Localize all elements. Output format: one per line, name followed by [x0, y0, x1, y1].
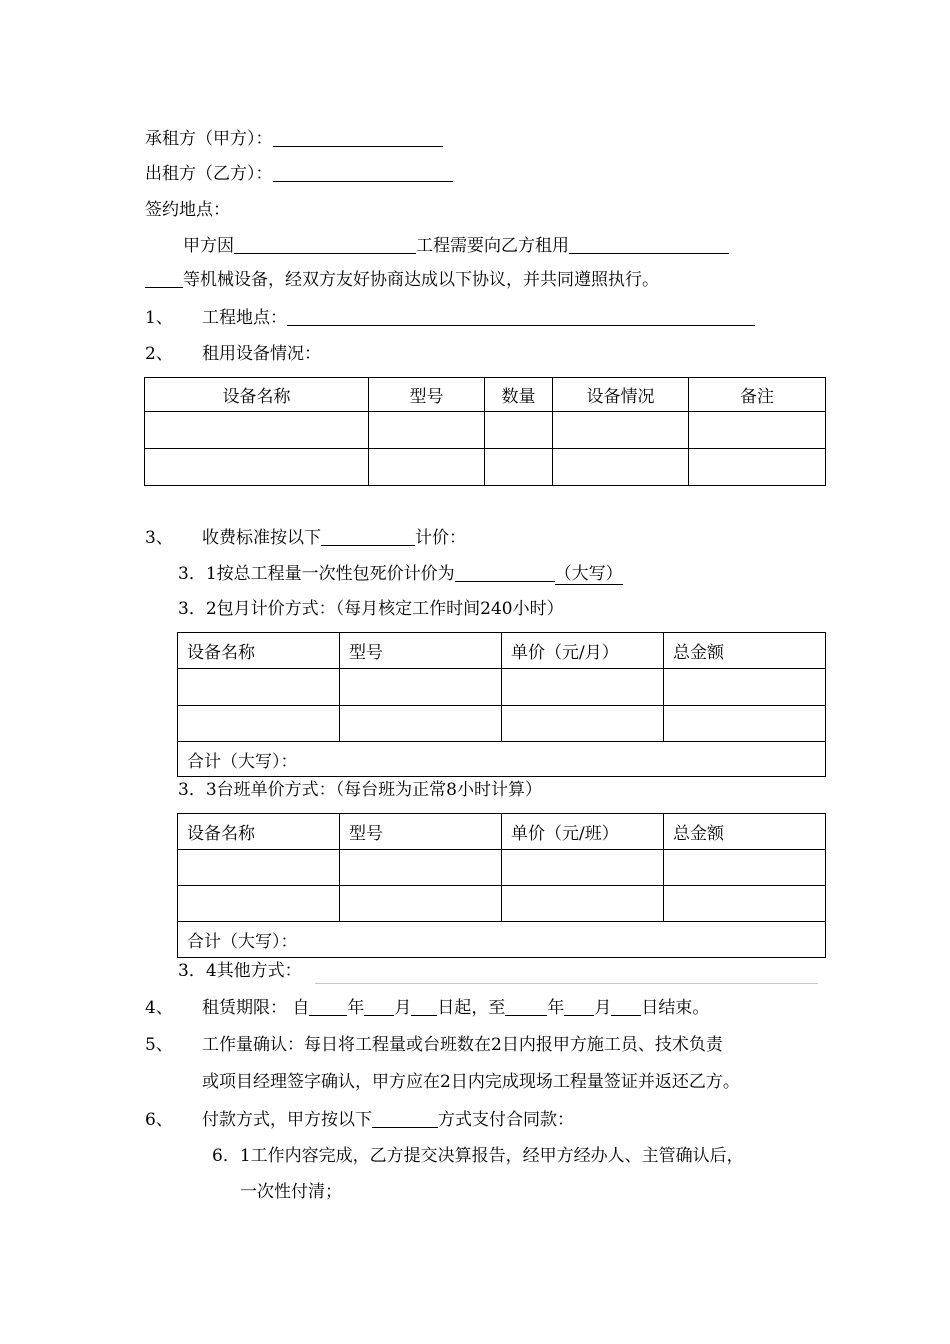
- table-row: [178, 669, 826, 706]
- item-6: [202, 1109, 574, 1131]
- table-cell[interactable]: [664, 886, 826, 922]
- table-header-row: [178, 633, 826, 669]
- item-4-num: 4、: [145, 998, 173, 1018]
- item-4-year-2: 年: [547, 998, 565, 1018]
- item-4-month-1: 月: [394, 998, 412, 1018]
- header-quantity: 数量: [485, 378, 553, 412]
- payment-method-blank: [372, 1109, 438, 1128]
- other-method-blank: [315, 983, 818, 984]
- item-4-day-2: 日结束。: [641, 998, 710, 1018]
- item-4-month-2: 月: [594, 998, 612, 1018]
- start-year-blank: [309, 997, 347, 1016]
- table-row: [145, 412, 826, 449]
- table-cell[interactable]: [369, 412, 485, 449]
- intro-line-2: [145, 269, 659, 291]
- item-4-from: 自: [292, 998, 310, 1018]
- total-daxie: 合计（大写）：: [178, 922, 826, 958]
- sub-3-3: 3．3台班单价方式：（每台班为正常8小时计算）: [178, 780, 542, 800]
- table-cell[interactable]: [553, 412, 689, 449]
- sub-6-1-line-2: 一次性付清；: [240, 1182, 342, 1202]
- intro-text-c: 等机械设备，经双方友好协商达成以下协议，并共同遵照执行。: [183, 270, 659, 290]
- table-cell[interactable]: [502, 886, 664, 922]
- project-blank: [234, 235, 416, 254]
- header-model: 型号: [369, 378, 485, 412]
- sub-3-4: 3．4其他方式：: [178, 961, 302, 981]
- item-4-label: 租赁期限：: [202, 998, 287, 1018]
- table-cell[interactable]: [340, 886, 502, 922]
- end-year-blank: [505, 997, 547, 1016]
- equipment-blank: [569, 235, 729, 254]
- table-cell[interactable]: [689, 412, 826, 449]
- item-5-line-2: 或项目经理签字确认，甲方应在2日内完成现场工程量签证并返还乙方。: [202, 1072, 740, 1092]
- table-cell[interactable]: [145, 449, 369, 486]
- table-cell[interactable]: [502, 706, 664, 742]
- lessor-blank: [273, 163, 453, 182]
- intro-line-1: [183, 235, 729, 257]
- project-location-blank: [287, 307, 755, 326]
- item-5-num: 5、: [145, 1035, 173, 1055]
- table-cell[interactable]: [145, 412, 369, 449]
- table-cell[interactable]: [369, 449, 485, 486]
- sub-3-2: 3．2包月计价方式：（每月核定工作时间240小时）: [178, 599, 564, 619]
- item-4-day-1: 日起，至: [437, 998, 506, 1018]
- item-1: [202, 307, 755, 329]
- header-equipment-name: 设备名称: [178, 633, 340, 669]
- header-equipment-name: 设备名称: [145, 378, 369, 412]
- table-cell[interactable]: [664, 669, 826, 706]
- item-4: [202, 997, 709, 1019]
- table-cell[interactable]: [178, 706, 340, 742]
- header-remarks: 备注: [689, 378, 826, 412]
- table-row: [178, 886, 826, 922]
- start-month-blank: [364, 997, 394, 1016]
- sub-6-1-line-1: 6．1工作内容完成，乙方提交决算报告，经甲方经办人、主管确认后，: [212, 1146, 744, 1166]
- item-1-num: 1、: [145, 308, 173, 328]
- table-cell[interactable]: [340, 850, 502, 886]
- table-cell[interactable]: [485, 412, 553, 449]
- header-model: 型号: [340, 633, 502, 669]
- item-6-label-b: 方式支付合同款：: [438, 1110, 574, 1130]
- header-total-amount: 总金额: [664, 633, 826, 669]
- sub-3-1-label: 3．1按总工程量一次性包死价计价为: [178, 564, 455, 584]
- lessee-label: 承租方（甲方）：: [145, 129, 273, 149]
- item-2-num: 2、: [145, 344, 173, 364]
- table-cell[interactable]: [502, 850, 664, 886]
- pricing-blank: [321, 527, 415, 546]
- signing-location: 签约地点：: [145, 200, 230, 220]
- header-unit-price-month: 单价（元/月）: [502, 633, 664, 669]
- table-cell[interactable]: [340, 669, 502, 706]
- item-6-label-a: 付款方式，甲方按以下: [202, 1110, 372, 1130]
- header-total-amount: 总金额: [664, 814, 826, 850]
- equipment-blank-cont: [145, 269, 183, 288]
- table-header-row: [178, 814, 826, 850]
- intro-text-a: 甲方因: [183, 236, 234, 256]
- item-3-label-b: 计价：: [415, 528, 466, 548]
- item-2-label: 租用设备情况：: [202, 344, 321, 364]
- item-5-line-1: 工作量确认：每日将工程量或台班数在2日内报甲方施工员、技术负责: [202, 1035, 723, 1055]
- intro-text-b: 工程需要向乙方租用: [416, 236, 569, 256]
- lessee-line: [145, 128, 443, 150]
- header-unit-price-shift: 单价（元/班）: [502, 814, 664, 850]
- header-model: 型号: [340, 814, 502, 850]
- table-cell[interactable]: [178, 669, 340, 706]
- table-row: [145, 449, 826, 486]
- item-1-label: 工程地点：: [202, 308, 287, 328]
- table-header-row: [145, 378, 826, 412]
- sub-3-1-daxie: （大写）: [554, 564, 623, 584]
- total-daxie: 合计（大写）：: [178, 742, 826, 777]
- table-cell[interactable]: [664, 706, 826, 742]
- monthly-table: [177, 632, 826, 777]
- table-cell[interactable]: [178, 886, 340, 922]
- header-condition: 设备情况: [553, 378, 689, 412]
- lessor-line: [145, 163, 453, 185]
- table-cell[interactable]: [502, 669, 664, 706]
- table-row: [178, 706, 826, 742]
- table-cell[interactable]: [178, 850, 340, 886]
- lessee-blank: [273, 128, 443, 147]
- shift-table: [177, 813, 826, 958]
- table-cell[interactable]: [340, 706, 502, 742]
- table-cell[interactable]: [553, 449, 689, 486]
- item-3-num: 3、: [145, 528, 173, 548]
- table-cell[interactable]: [485, 449, 553, 486]
- end-month-blank: [564, 997, 594, 1016]
- lessor-label: 出租方（乙方）：: [145, 164, 273, 184]
- end-day-blank: [611, 997, 641, 1016]
- item-3: [202, 527, 466, 549]
- item-4-year-1: 年: [347, 998, 365, 1018]
- item-3-label-a: 收费标准按以下: [202, 528, 321, 548]
- lump-sum-blank: [455, 563, 555, 582]
- header-equipment-name: 设备名称: [178, 814, 340, 850]
- item-6-num: 6、: [145, 1110, 173, 1130]
- start-day-blank: [411, 997, 437, 1016]
- table-cell[interactable]: [664, 850, 826, 886]
- equipment-table: [144, 377, 826, 486]
- table-row: [178, 850, 826, 886]
- sub-3-1: [178, 563, 623, 585]
- table-total-row: [178, 742, 826, 777]
- table-total-row: [178, 922, 826, 958]
- table-cell[interactable]: [689, 449, 826, 486]
